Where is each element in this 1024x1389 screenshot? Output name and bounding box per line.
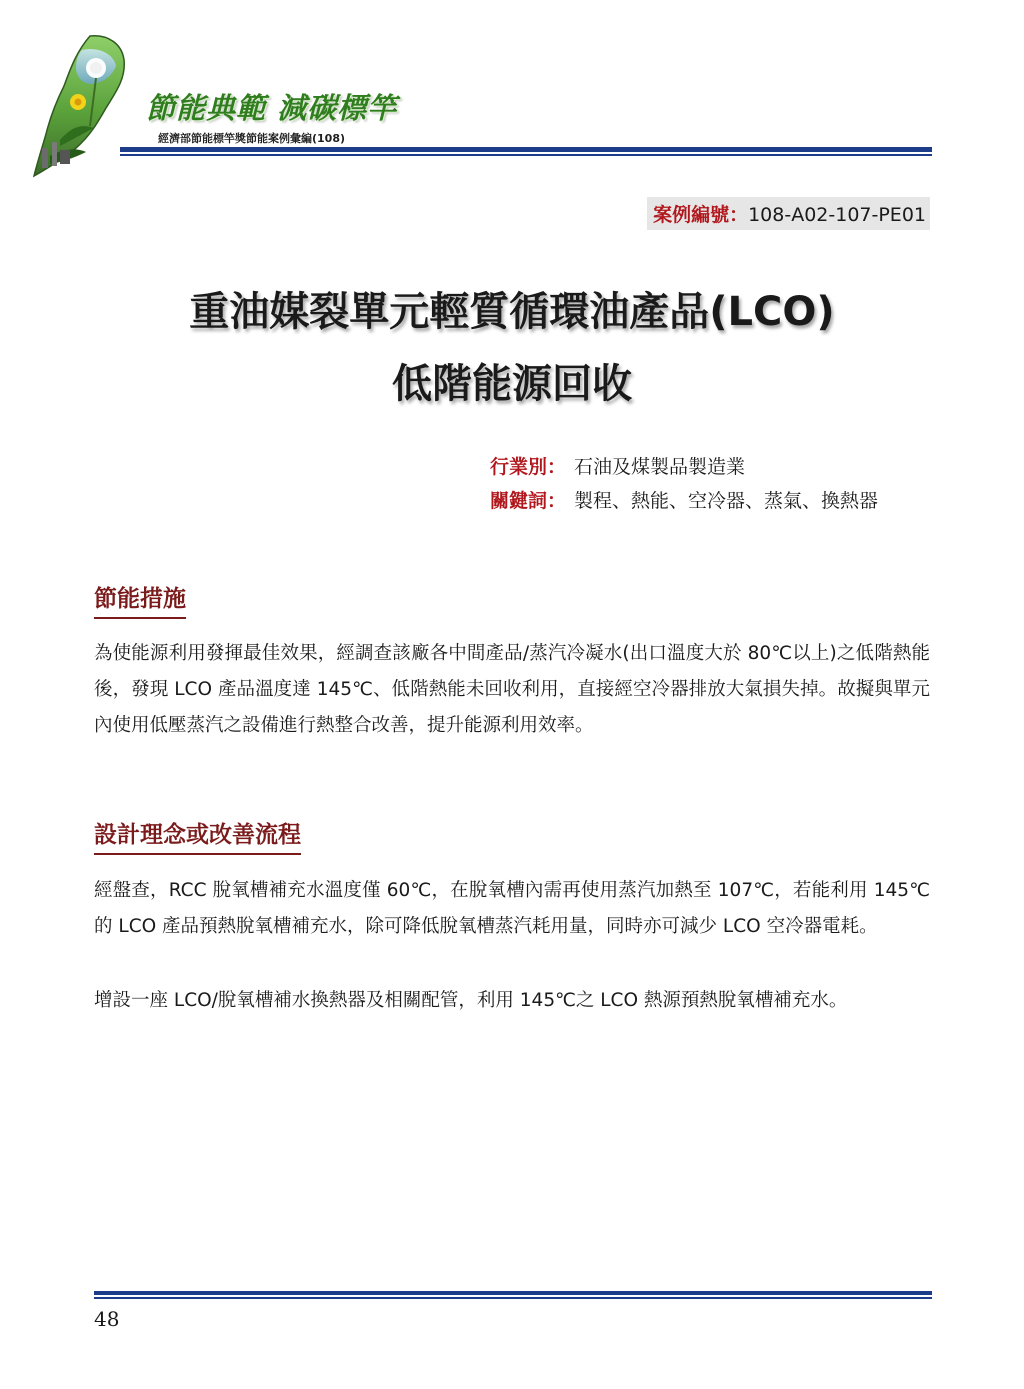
page-title-line-1: 重油媒裂單元輕質循環油產品(LCO) bbox=[189, 289, 835, 335]
brand-title: 節能典範 減碳標竿 bbox=[146, 91, 398, 125]
taiwan-map-dandelion-logo-icon bbox=[20, 30, 140, 180]
keywords-row bbox=[490, 484, 924, 518]
industry-value: 石油及煤製品製造業 bbox=[574, 456, 746, 478]
case-number-value: 108-A02-107-PE01 bbox=[748, 204, 926, 226]
footer-rule-thin bbox=[94, 1297, 932, 1299]
header-rule-thin bbox=[120, 154, 932, 156]
section-heading-design-process: 設計理念或改善流程 bbox=[94, 816, 301, 855]
keywords-label: 關鍵詞： bbox=[490, 490, 567, 512]
case-number-label: 案例編號： bbox=[653, 204, 749, 226]
page-title-line-2: 低階能源回收 bbox=[392, 361, 632, 407]
footer-rule bbox=[94, 1291, 932, 1295]
industry-label: 行業別： bbox=[490, 456, 567, 478]
header-rule bbox=[120, 147, 932, 152]
page-header bbox=[0, 0, 1024, 190]
keywords-value: 製程、熱能、空冷器、蒸氣、換熱器 bbox=[574, 490, 879, 512]
section-paragraph: 為使能源利用發揮最佳效果，經調查該廠各中間產品/蒸汽冷凝水(出口溫度大於 80℃以上)之低階熱能後，發現 LCO 產品溫度達 145℃、低階熱能未回收利用，直接經空冷器排放大氣損失掉。故擬與單元內使用低壓蒸汽之設備進行熱整合改善，提升能源利用效率。 bbox=[94, 643, 930, 736]
industry-row bbox=[490, 450, 924, 484]
section-paragraph: 增設一座 LCO/脫氧槽補水換熱器及相關配管，利用 145℃之 LCO 熱源預熱脫氧槽補充水。 bbox=[94, 990, 848, 1011]
case-meta bbox=[490, 450, 924, 518]
page-number: 48 bbox=[94, 1307, 120, 1331]
brand-subtitle: 經濟部節能標竿獎節能案例彙編(108) bbox=[158, 132, 346, 145]
case-number-box bbox=[647, 197, 930, 230]
section-paragraph: 經盤查，RCC 脫氧槽補充水溫度僅 60℃，在脫氧槽內需再使用蒸汽加熱至 107℃，若能利用 145℃的 LCO 產品預熱脫氧槽補充水，除可降低脫氧槽蒸汽耗用量，同時亦可減少 LCO 空冷器電耗。 bbox=[94, 880, 930, 937]
section-heading-energy-measures: 節能措施 bbox=[94, 580, 186, 619]
